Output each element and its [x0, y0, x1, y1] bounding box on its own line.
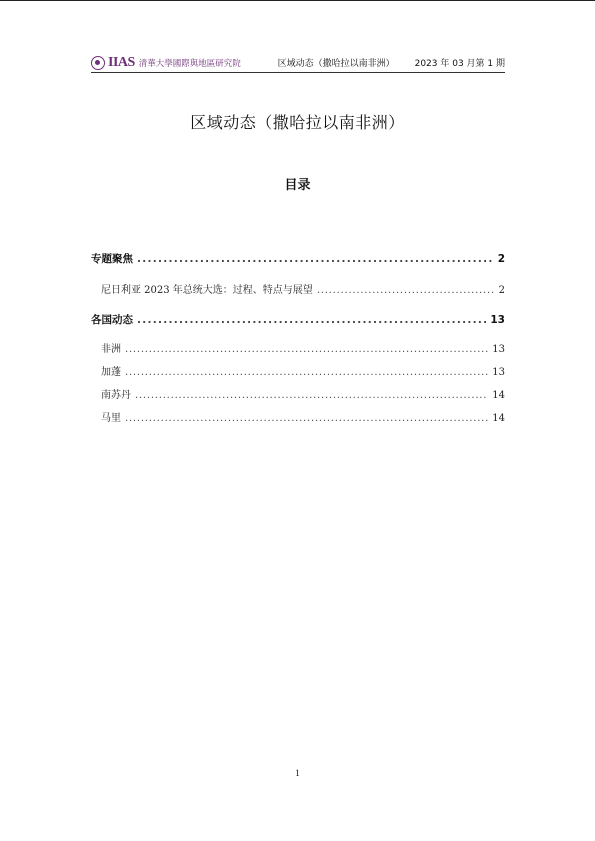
toc-entry-label: 专题聚焦	[91, 253, 133, 265]
toc-entry-label: 加蓬	[101, 367, 121, 378]
page-top-border	[0, 0, 595, 1]
toc-entry-page: 14	[492, 390, 505, 401]
toc-entry-africa[interactable]	[101, 340, 505, 356]
header-issue: 2023 年 03 月第 1 期	[414, 59, 505, 69]
institute-logo	[91, 53, 241, 72]
page-number: 1	[295, 768, 300, 778]
seal-icon	[91, 56, 105, 70]
toc-leader-dots	[125, 413, 488, 424]
toc-leader-dots	[137, 314, 486, 326]
logo-mark: IIAS	[108, 54, 135, 70]
toc-leader-dots	[125, 344, 488, 355]
toc-entry-gabon[interactable]	[101, 363, 505, 379]
toc-leader-dots	[125, 367, 488, 378]
toc-entry-page: 13	[492, 344, 505, 355]
toc-leader-dots	[317, 285, 495, 296]
toc-entry-page: 13	[490, 314, 505, 326]
toc-leader-dots	[137, 253, 494, 265]
toc-entry-label: 马里	[101, 413, 121, 424]
toc-entry-label: 非洲	[101, 344, 121, 355]
toc-entry-special-focus[interactable]	[91, 251, 505, 267]
header-rule	[91, 72, 505, 73]
toc-entry-page: 13	[492, 367, 505, 378]
toc-entry-nigeria-election[interactable]	[101, 281, 505, 297]
document-title: 区域动态（撒哈拉以南非洲）	[190, 113, 405, 132]
toc-entry-mali[interactable]	[101, 409, 505, 425]
toc-leader-dots	[135, 390, 488, 401]
page-header	[91, 53, 505, 72]
toc-entry-page: 14	[492, 413, 505, 424]
header-publication: 区域动态（撒哈拉以南非洲）	[277, 59, 395, 69]
toc-entry-page: 2	[498, 285, 505, 296]
toc-entry-label: 各国动态	[91, 314, 133, 326]
toc-entry-country-news[interactable]	[91, 312, 505, 328]
toc-entry-south-sudan[interactable]	[101, 386, 505, 402]
header-info	[278, 56, 505, 69]
toc-heading: 目录	[284, 178, 311, 193]
logo-institute-name: 清華大學國際與地區研究院	[138, 58, 241, 69]
toc-entry-label: 南苏丹	[101, 390, 131, 401]
toc-entry-page: 2	[497, 253, 505, 265]
toc-entry-label: 尼日利亚 2023 年总统大选：过程、特点与展望	[101, 285, 313, 296]
